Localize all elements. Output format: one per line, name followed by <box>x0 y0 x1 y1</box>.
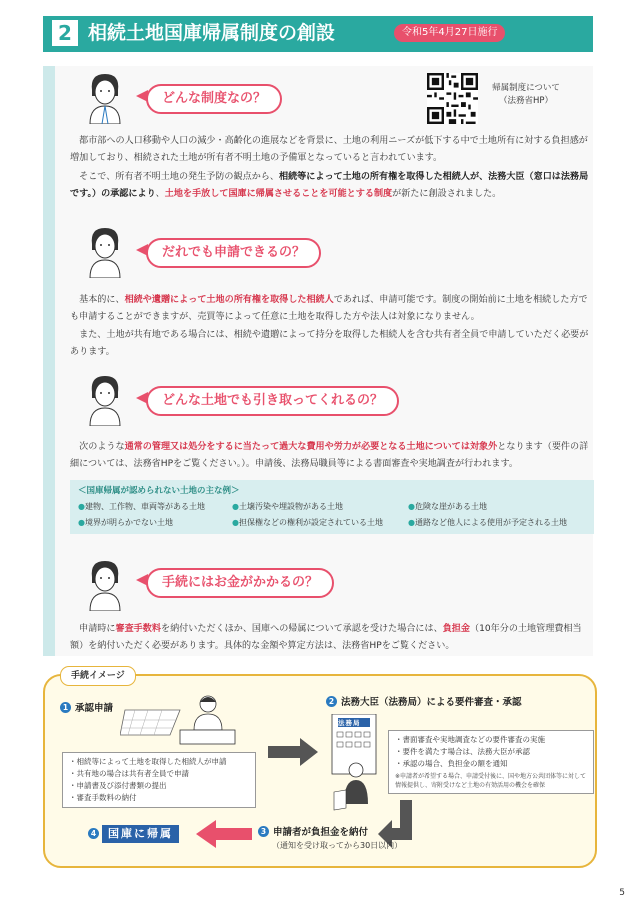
land-item: ●担保権などの権利が設定されている土地 <box>232 518 383 527</box>
legal-bureau-building-illustration <box>324 714 394 814</box>
q2-paragraph-1: 基本的に、相続や遺贈によって土地の所有権を取得した相続人であれば、申請可能です。制度の開始前に土地を相続した方でも申請することができますが、売買等によって任意に土地を取得した方や法人は対象になりません。 <box>70 295 588 322</box>
q2-paragraph-2: また、土地が共有地である場合には、相続や遺贈によって持分を取得した相続人を含む共有者全員で申請していただく必要があります。 <box>70 330 589 357</box>
q1-paragraph-2: そこで、所有者不明土地の発生予防の観点から、相続等によって土地の所有権を取得した相続人が、法務大臣（窓口は法務局です。）の承認により、土地を手放して国庫に帰属させることを可能とする制度が新たに創設されました。 <box>70 172 589 199</box>
excluded-land-title: ＜国庫帰属が認められない土地の主な例＞ <box>78 486 240 496</box>
land-item: ●危険な崖がある土地 <box>408 502 487 511</box>
left-stripe <box>43 66 55 656</box>
question-bubble-3: どんな土地でも引き取ってくれるの？ <box>146 386 399 416</box>
step-1-notes: ・相続等によって土地を取得した相続人が申請 ・共有地の場合は共有者全員で申請 ・申請書及び添付書類の提出 ・審査手数料の納付 <box>62 752 256 808</box>
person-avatar-icon <box>80 222 130 278</box>
step-4-label: 国庫に帰属 <box>102 825 179 843</box>
person-avatar-icon <box>80 370 130 426</box>
question-bubble-2: だれでも申請できるの？ <box>146 238 321 268</box>
effective-date-badge: 令和5年4月27日施行 <box>394 24 505 42</box>
person-avatar-icon <box>80 68 130 124</box>
step-4-num-wrap: 4 <box>88 828 103 840</box>
question-bubble-4: 手続にはお金がかかるの？ <box>146 568 334 598</box>
question-bubble-1: どんな制度なの？ <box>146 84 282 114</box>
q3-paragraph-1: 次のような通常の管理又は処分をするに当たって過大な費用や労力が必要となる土地については対象外となります（要件の詳細については、法務省HPをご覧ください。）。申請後、法務局職員等による書面審査や実地調査が行われます。 <box>70 442 589 469</box>
step-2-notes: ・書面審査や実地調査などの要件審査の実施 ・要件を満たす場合は、法務大臣が承認 ・承認の場合、負担金の額を通知 ※申請者が希望する場合、申請受付後に、国や地方公共団体等に対して情報提供し、寄附受けなど土地の有効活用の機会を確保 <box>388 730 594 794</box>
land-item: ●境界が明らかでない土地 <box>78 518 173 527</box>
arrow-left-icon <box>196 820 252 848</box>
land-item: ●建物、工作物、車両等がある土地 <box>78 502 205 511</box>
arrow-right-icon <box>268 738 318 766</box>
step-1-label: 1 承認申請 <box>60 700 113 714</box>
qr-code-icon[interactable] <box>427 73 478 124</box>
applicant-desk-illustration <box>120 690 260 750</box>
step-3-sub: （通知を受け取ってから30日以内） <box>272 841 403 850</box>
page-number: 5 <box>619 888 625 898</box>
building-sign: 法務局 <box>338 719 361 727</box>
step-3-label: 3 申請者が負担金を納付 <box>258 824 368 838</box>
q1-paragraph-1: 都市部への人口移動や人口の減少・高齢化の進展などを背景に、土地の利用ニーズが低下する中で土地所有に対する負担感が増加しており、相続された土地が所有者不明土地の予備軍となっていると言われています。 <box>70 136 588 163</box>
section-title: 相続土地国庫帰属制度の創設 <box>88 22 336 44</box>
land-item: ●土壌汚染や埋設物がある土地 <box>232 502 343 511</box>
land-item: ●通路など他人による使用が予定される土地 <box>408 518 567 527</box>
q4-paragraph-1: 申請時に審査手数料を納付いただくほか、国庫への帰属について承認を受けた場合には、負担金（10年分の土地管理費相当額）を納付いただく必要があります。具体的な金額や算定方法は、法務省HPをご覧ください。 <box>70 624 582 651</box>
step-2-label: 2 法務大臣（法務局）による要件審査・承認 <box>326 694 522 708</box>
procedure-flow-tab: 手続イメージ <box>60 666 136 686</box>
section-number: 2 <box>52 20 78 46</box>
qr-caption: 帰属制度について （法務省HP） <box>492 83 560 106</box>
person-avatar-icon <box>80 555 130 611</box>
